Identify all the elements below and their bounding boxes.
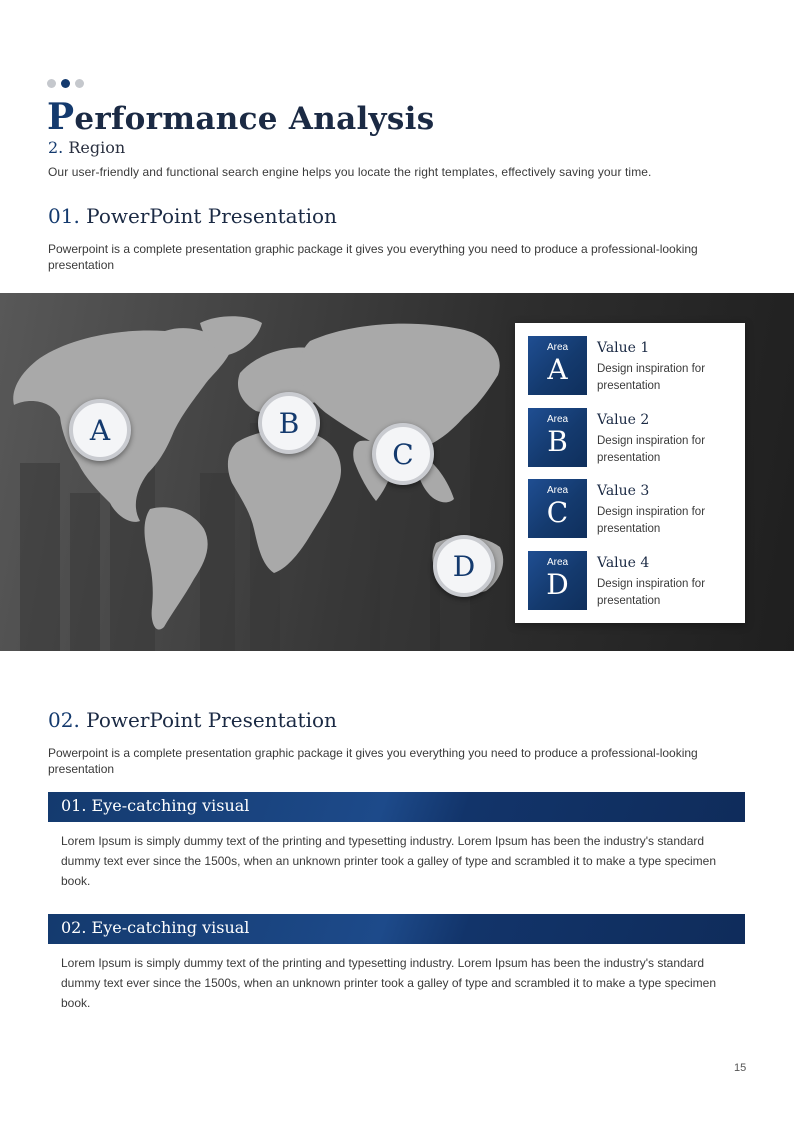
area-label: Area — [546, 485, 569, 496]
section1-title: PowerPoint Presentation — [79, 204, 337, 228]
feature-body-1: Lorem Ipsum is simply dummy text of the printing and typesetting industry. Lorem Ipsum has been the industry's standard dummy text ever since the 1500s, when an unknown printer took a galley of type and scrambled it to make a type specimen book. — [61, 834, 717, 888]
section1-description: Powerpoint is a complete presentation graphic package it gives you everything you need to produce a professional-looking presentation — [48, 242, 698, 272]
map-marker-a: A — [69, 399, 131, 461]
legend-row-d — [528, 551, 738, 610]
section1-heading — [48, 204, 337, 228]
intro-text: Our user-friendly and functional search engine helps you locate the right templates, effectively saving your time. — [48, 165, 652, 179]
area-label: Area — [546, 342, 569, 353]
page-number: 15 — [734, 1062, 747, 1074]
value-title: Value 3 — [597, 483, 650, 499]
indicator-dot — [75, 79, 84, 88]
legend-row-b — [528, 408, 738, 467]
feature-bar-label: 02. Eye-catching visual — [61, 918, 250, 937]
area-letter: D — [546, 568, 569, 601]
section1-number: 01. — [48, 204, 80, 228]
value-description: Design inspiration for presentation — [597, 435, 706, 464]
value-title: Value 1 — [597, 340, 650, 356]
feature-bar-label: 01. Eye-catching visual — [61, 796, 250, 815]
page-indicator-dots — [47, 79, 84, 88]
value-title: Value 4 — [597, 555, 650, 571]
subtitle-text: Region — [63, 138, 126, 157]
map-marker-c: C — [372, 423, 434, 485]
value-description: Design inspiration for presentation — [597, 578, 706, 607]
section2-number: 02. — [48, 708, 80, 732]
feature-bar-1 — [48, 792, 745, 822]
section2-description: Powerpoint is a complete presentation graphic package it gives you everything you need to produce a professional-looking presentation — [48, 746, 698, 776]
area-letter: C — [546, 496, 569, 529]
area-badge-c — [528, 479, 587, 538]
value-title: Value 2 — [597, 412, 650, 428]
area-letter: B — [547, 425, 568, 458]
title-rest: erformance Analysis — [74, 101, 435, 137]
legend-row-a — [528, 336, 738, 395]
area-badge-d — [528, 551, 587, 610]
world-map-panel — [0, 293, 794, 651]
section2-title: PowerPoint Presentation — [79, 708, 337, 732]
map-marker-b: B — [258, 392, 320, 454]
subtitle-number: 2. — [48, 138, 64, 157]
map-marker-d: D — [433, 535, 495, 597]
area-legend-card — [515, 323, 745, 623]
area-badge-b — [528, 408, 587, 467]
title-initial: P — [47, 96, 75, 138]
area-badge-a — [528, 336, 587, 395]
indicator-dot-active — [61, 79, 70, 88]
area-label: Area — [546, 557, 569, 568]
page-subtitle — [48, 138, 125, 157]
south-america-shape — [145, 507, 208, 629]
indicator-dot — [47, 79, 56, 88]
section2-heading — [48, 708, 337, 732]
area-label: Area — [546, 414, 569, 425]
feature-bar-2 — [48, 914, 745, 944]
feature-body-2: Lorem Ipsum is simply dummy text of the printing and typesetting industry. Lorem Ipsum has been the industry's standard dummy text ever since the 1500s, when an unknown printer took a galley of type and scrambled it to make a type specimen book. — [61, 956, 717, 1010]
value-description: Design inspiration for presentation — [597, 506, 706, 535]
area-letter: A — [547, 353, 568, 386]
page-title — [47, 96, 434, 138]
value-description: Design inspiration for presentation — [597, 363, 706, 392]
legend-row-c — [528, 479, 738, 538]
